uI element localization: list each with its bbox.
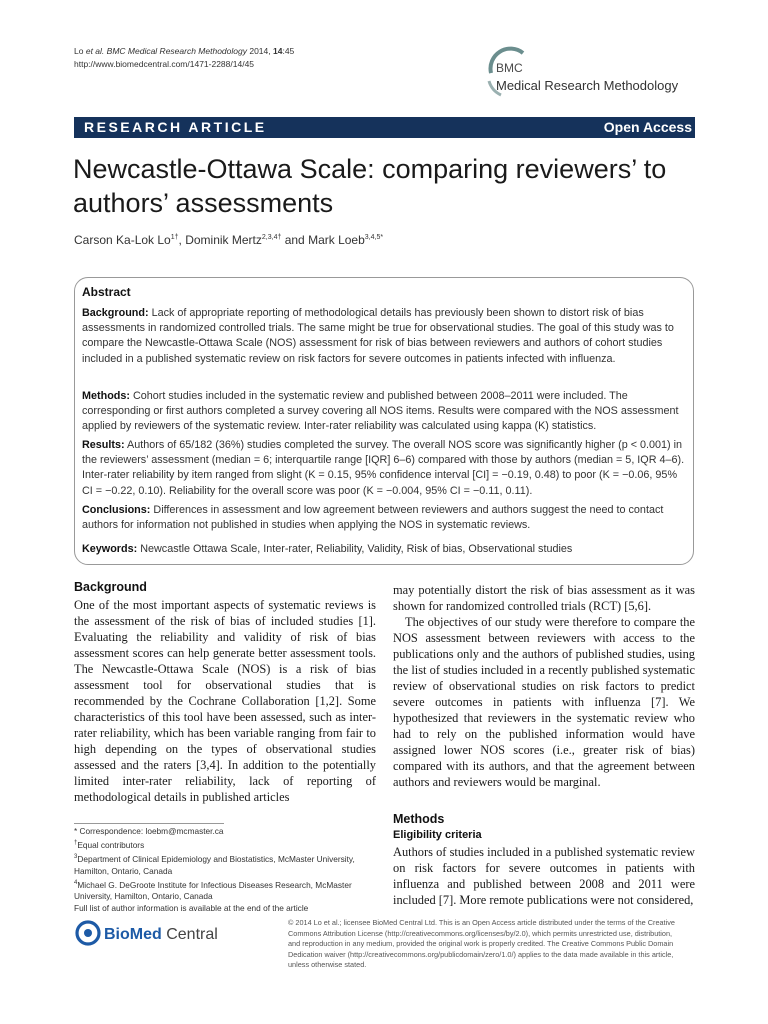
equal-contributors: †Equal contributors: [74, 839, 145, 850]
correspondence: * Correspondence: loebm@mcmaster.ca: [74, 826, 224, 836]
background-paragraph: One of the most important aspects of systematic reviews is the assessment of the risk of bias of included studies [1]. Evaluating the reliability and validity of risk of bias assessment scores can help generate better assessment tools. The Newcastle-Ottawa Scale (NOS) is a risk of bias assessment tool for observational studies that is recommended by the Cochrane Collaboration [1,2]. Some characteristics of this tool have been assessed, such as inter-rater reliability, which has been variable ranging from fair to high depending on the types of observational studies assessed and the raters [3,4]. In addition to the potentially limited inter-rater reliability, lack of reporting of methodological details in published articles: [74, 598, 376, 804]
journal-logo-bmc: BMC: [496, 61, 523, 75]
svg-text:BioMed Central: BioMed Central: [104, 926, 218, 943]
affiliation-4: $^4$Michael G. DeGroote Institute for Infectious Diseases Research, McMaster University, Hamilton, Ontario, Canada: [74, 879, 352, 902]
abstract-methods: Methods: Cohort studies included in the systematic review and published between 2008–2011 were included. The corresponding or first authors completed a survey covering all NOS items. Results were compared with the NOS assessment applied by reviewers of the systematic review. Inter-rater reliability was calculated using kappa (K) statistics.: [82, 390, 679, 433]
article-url[interactable]: http://www.biomedcentral.com/1471-2288/14/45: [74, 59, 255, 69]
abstract-background: Background: Lack of appropriate reporting of methodological details has previously been shown to distort risk of bias assessments in randomized controlled trials. The same might be true for observational studies. The goal of this study was to compare the Newcastle-Ottawa Scale (NOS) assessment for risk of bias between reviewers and authors of cohort studies included in a published systematic review on risk factors for severe outcomes in patients infected with influenza.: [82, 307, 674, 365]
abstract-keywords: Keywords: Newcastle Ottawa Scale, Inter-rater, Reliability, Validity, Risk of bias, Observational studies: [82, 543, 573, 555]
open-access-label: Open Access: [603, 119, 692, 135]
biomed-central-logo-icon: [74, 918, 224, 948]
background-heading: Background: [74, 580, 147, 594]
full-author-info: Full list of author information is available at the end of the article: [74, 903, 309, 914]
article-title: Newcastle-Ottawa Scale: comparing reviewers’ to authors’ assessments: [73, 154, 667, 218]
header-citation: Lo et al. BMC Medical Research Methodology 2014, 14:45 http://www.biomedcentral.com/1471-2288/14/45: [74, 46, 295, 69]
abstract-results: Results: Authors of 65/182 (36%) studies completed the survey. The overall NOS score was significantly higher (p < 0.001) in the reviewers’ assessment (median = 6; interquartile range [IQR] 6–6) compared with those by authors (median = 5, IQR 4–6). Inter-rater reliability by item ranged from slight (K = 0.15, 95% confidence interval [CI] = −0.19, 0.48) to poor (K = −0.06, 95% CI = −0.22, 0.10). Reliability for the overall score was poor (K = −0.004, 95% CI = −0.11, 0.11).: [82, 439, 685, 497]
footnotes: [74, 825, 376, 914]
journal-logo-name: Medical Research Methodology: [496, 78, 679, 93]
article-type-label: RESEARCH ARTICLE: [84, 119, 267, 135]
right-paragraph-2: The objectives of our study were therefore to compare the NOS assessment between reviewers with access to the publications only and the authors of published studies, using the list of studies included in a recently published systematic review of observational studies on risk factors to predict severe outcomes in patients with influenza [7]. We hypothesized that reviewers in the systematic review who had to rely on the published information would have assigned lower NOS scores (i.e., greater risk of bias) compared with its authors, and that the agreement between authors and reviewers would be marginal.: [393, 615, 695, 789]
affiliation-3: $^3$Department of Clinical Epidemiology and Biostatistics, McMaster University, Hamilton, Ontario, Canada: [74, 853, 355, 876]
abstract-heading: Abstract: [82, 285, 131, 299]
eligibility-paragraph: Authors of studies included in a published systematic review on risk factors for severe outcomes in patients with influenza and published between 2008 and 2011 were included [7]. More remote publications were not considered,: [393, 845, 695, 907]
abstract-conclusions: Conclusions: Differences in assessment and low agreement between reviewers and authors suggest the need to contact authors for information not published in studies when applying the NOS in systematic reviews.: [82, 504, 664, 532]
eligibility-heading: Eligibility criteria: [393, 829, 482, 841]
author-list: Carson Ka-Lok $Lo^{1\dagger}$, Dominik Mertz$^{2,3,4\dagger}$ and Mark Loeb$^{3,4,5*}$: [74, 233, 384, 247]
methods-heading: Methods: [393, 812, 445, 826]
license-text: © 2014 Lo et al.; licensee BioMed Central Ltd. This is an Open Access article distributed under the terms of the Creative Commons Attribution License (http://creativecommons.org/licenses/by/2.0), which permits unrestricted use, distribution, and reproduction in any medium, provided the original work is properly credited. The Creative Commons Public Domain Dedication waiver (http://creativecommons.org/publicdomain/zero/1.0/) applies to the data made available in this article, unless otherwise stated.: [288, 918, 675, 970]
right-paragraph-1: may potentially distort the risk of bias assessment as it was shown for randomized controlled trials (RCT) [5,6].: [393, 583, 695, 613]
footnote-rule: [74, 823, 224, 824]
